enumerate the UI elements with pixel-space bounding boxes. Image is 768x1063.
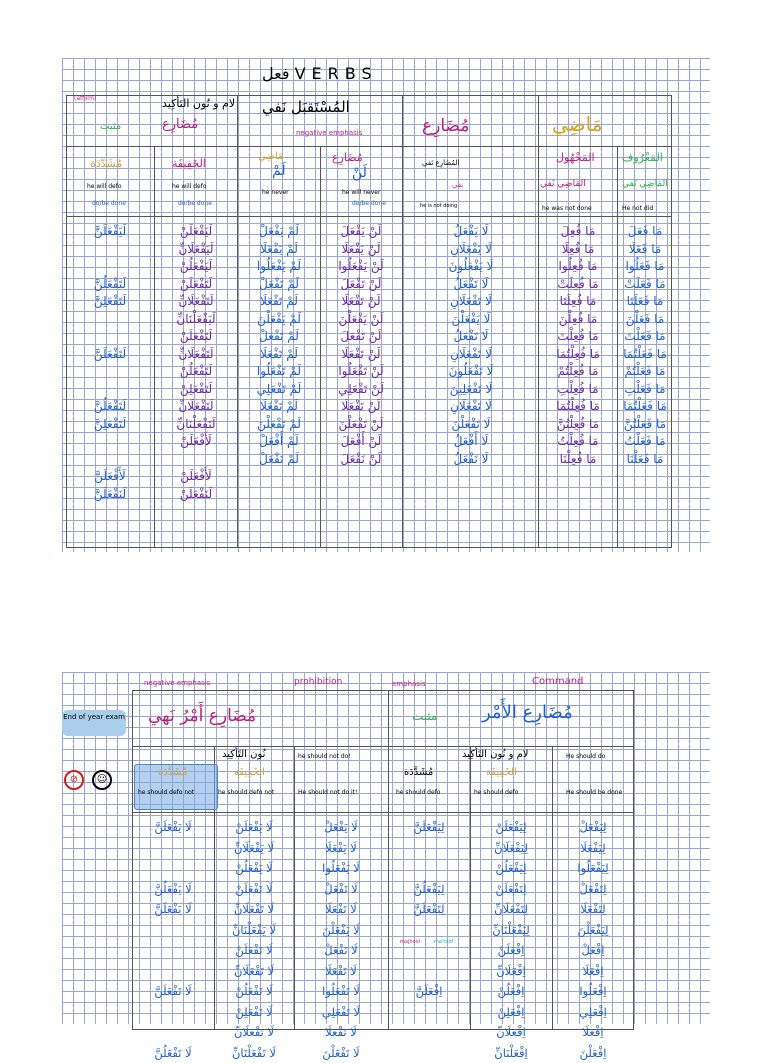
col-khafifa — [156, 223, 236, 503]
verb-form-cell: لَا تَفْعَلُونَ — [407, 363, 535, 381]
verb-form-cell: لَا أَفْعَلُ — [407, 433, 535, 451]
sub-present-tag: نفي — [452, 182, 463, 189]
verb-form-cell: لَا تَفْعَلُنَّ — [134, 1043, 212, 1063]
sub-mudari: مُضَارِع — [332, 152, 363, 163]
emphasis-tag: مثبت — [100, 122, 121, 132]
verb-form-cell: لَا تَفْعَلَانِّ — [216, 899, 292, 920]
verb-form-cell: لِيَفْعَلُنْ — [472, 858, 550, 879]
verb-form-cell: لَأَفْعَلَنْ — [156, 433, 236, 451]
sub-khafifa: الخَفِيفَة — [172, 158, 206, 169]
col-lam — [240, 223, 318, 468]
verb-form-cell: لَيَفْعَلْنَانِّ — [156, 311, 236, 329]
verb-form-cell — [68, 258, 152, 276]
verb-form-cell: لَتَفْعَلَانِّ — [156, 398, 236, 416]
verb-form-cell: مَا فُعِلَتْ — [542, 276, 614, 294]
verb-form-cell: لَنْ يَفْعَلَا — [322, 241, 400, 259]
en2-r2: he should defo — [474, 790, 518, 796]
verb-form-cell: لَا تَفْعَلْنَ — [407, 416, 535, 434]
verb-form-cell: لِتَفْعَلَنَّ — [390, 899, 468, 920]
verb-form-cell: لَا تَفْعَلُنْ — [216, 981, 292, 1002]
verb-form-cell: مَا فَعَلْنَا — [620, 451, 670, 469]
verb-form-cell: لِيَفْعَلْ — [554, 817, 632, 838]
en-mini-3: do/be done — [352, 201, 386, 207]
verb-form-cell: لِيَفْعَلْنَانِّ — [472, 920, 550, 941]
en-label-6: He not did — [622, 206, 653, 212]
verb-form-cell: لَنْ يَفْعَلْنَ — [322, 311, 400, 329]
verb-form-cell — [390, 838, 468, 859]
verb-form-cell: لَمْ أَفْعَلْ — [240, 433, 318, 451]
verb-form-cell: لَيَفْعَلَنْ — [156, 223, 236, 241]
verb-form-cell: لَا يَفْعَلُنْ — [216, 858, 292, 879]
verb-form-cell: لِيَفْعَلْنَ — [554, 920, 632, 941]
verb-form-cell: لَا تَفْعَلَنْ — [216, 940, 292, 961]
verb-form-cell: لَتَفْعَلَنْ — [156, 328, 236, 346]
verb-form-cell — [390, 1022, 468, 1043]
col2-left-khaf — [216, 817, 292, 1063]
verb-form-cell: مَا فَعَلُوا — [620, 258, 670, 276]
verb-form-cell: مَا فُعِلُوا — [542, 258, 614, 276]
mini-tag-majhul: majhool — [400, 940, 420, 945]
verb-form-cell: لَا يَفْعَلَنْ — [216, 817, 292, 838]
verb-form-cell: لَا تَفْعَلَنَّ — [134, 981, 212, 1002]
en2-l1: he should defo not — [138, 790, 194, 796]
verb-form-cell: لَا يَفْعَلُ — [407, 223, 535, 241]
verb-form-cell: لَا تَفْعَلَا — [296, 1022, 386, 1043]
verb-form-cell: لَا تَفْعَلَا — [296, 899, 386, 920]
verb-form-cell: لَنْ تَفْعَلَ — [322, 328, 400, 346]
verb-form-cell: لَنْ تَفْعَلُوا — [322, 363, 400, 381]
verb-form-cell: لَمْ تَفْعَلَا — [240, 293, 318, 311]
verb-form-cell: لَمْ تَفْعَلَا — [240, 346, 318, 364]
right-head-mush: مُشَدَّدَة — [404, 768, 433, 778]
en-label-4: he will never — [342, 190, 380, 196]
col2-right-cmd — [554, 817, 632, 1063]
verb-form-cell: مَا فُعِلْتُمَا — [542, 346, 614, 364]
right-title: مُضَارِع الأَمْر — [482, 704, 573, 722]
verb-form-cell: لَتَفْعَلُنَّ — [68, 398, 152, 416]
verb-form-cell: مَا فُعِلْتُمْ — [542, 363, 614, 381]
label-prohibition: prohibition — [294, 678, 342, 687]
verb-form-cell — [68, 328, 152, 346]
sub-madi: مَاضِي — [258, 152, 283, 162]
verb-form-cell: لَا يَفْعَلَانِ — [407, 241, 535, 259]
verb-form-cell — [134, 838, 212, 859]
smiley-icon: ☺ — [92, 770, 112, 790]
verb-form-cell: مَا فُعِلَا — [542, 241, 614, 259]
verb-form-cell: لَا يَفْعَلُنَّ — [134, 879, 212, 900]
verb-table-sheet-1 — [62, 58, 710, 552]
col-majhul — [542, 223, 614, 468]
verb-form-cell: لَا تَفْعَلَانِ — [407, 293, 535, 311]
verb-form-cell: لَتَفْعَلَنَّ — [68, 346, 152, 364]
verb-form-cell — [134, 1022, 212, 1043]
verb-form-cell: اِفْعَلِنْ — [472, 1002, 550, 1023]
en-label-2: he will defo — [172, 184, 207, 190]
verb-form-cell: لِيَفْعَلَانِّ — [472, 838, 550, 859]
verb-form-cell: مَا فُعِلْتِ — [542, 381, 614, 399]
verb-form-cell: لِتَفْعَلَانِّ — [472, 899, 550, 920]
verb-form-cell: لَتَفْعَلُنْ — [156, 363, 236, 381]
verb-form-cell: لَا تَفْعَلَانِ — [407, 346, 535, 364]
verb-form-cell — [134, 940, 212, 961]
verb-form-cell: مَا فَعَلْتُمَا — [620, 398, 670, 416]
verb-form-cell: مَا فَعَلَتْ — [620, 276, 670, 294]
verb-form-cell: لَا يَفْعَلْنَانِّ — [216, 920, 292, 941]
en-label-1: he will defo — [87, 184, 122, 190]
end-of-year-pill: End of year exam — [62, 710, 126, 736]
verb-form-cell: لَأَفْعَلَنَّ — [68, 468, 152, 486]
verb-form-cell — [390, 920, 468, 941]
verb-form-cell: لَا تَفْعَلَا — [296, 961, 386, 982]
sub-present: المُضَارِع نَفي — [422, 160, 459, 167]
verb-form-cell: لَمْ نَفْعَلْ — [240, 451, 318, 469]
verb-form-cell: لَتَفْعَلَنْ — [156, 276, 236, 294]
verb-form-cell: لِيَفْعَلَا — [554, 838, 632, 859]
sub-maruf: المَعْرُوف — [622, 152, 663, 163]
verb-form-cell: لَمْ تَفْعَلْ — [240, 328, 318, 346]
en2-r4: He should be done — [566, 790, 622, 796]
verb-form-cell: لَيَفْعَلَنَّ — [68, 223, 152, 241]
verb-form-cell: مَا فُعِلْنَا — [542, 451, 614, 469]
verb-form-cell — [68, 241, 152, 259]
verb-form-cell: اِفْعَلْنَ — [554, 1043, 632, 1063]
verb-form-cell: لَنْ تَفْعَلَ — [322, 276, 400, 294]
verb-form-cell: لَا يَفْعَلَنَّ — [134, 817, 212, 838]
verb-form-cell: لَتَفْعَلِنَّ — [68, 416, 152, 434]
mini-tag-maruf: ma'roof — [434, 940, 453, 945]
en2-l4: He should not do it! — [298, 790, 357, 796]
verb-form-cell: اِفْعَلَنَّ — [390, 981, 468, 1002]
left-sub: نُون التَأكِيد — [222, 750, 265, 760]
verb-form-cell: مَا فُعِلَتَا — [542, 293, 614, 311]
present-title: مُضَارِع — [422, 118, 469, 135]
verb-form-cell — [134, 858, 212, 879]
verb-form-cell: لَنْ يَفْعَلُوا — [322, 258, 400, 276]
verb-form-cell: اِفْعَلِي — [554, 1002, 632, 1023]
verb-form-cell: لَا تَفْعَلِينَ — [407, 381, 535, 399]
left-title: مُضَارِع أَمْرُ نَهي — [148, 708, 256, 725]
verb-form-cell: لَا تَفْعَلَنْ — [216, 879, 292, 900]
verb-form-cell — [134, 1002, 212, 1023]
verb-form-cell — [156, 451, 236, 469]
right-tag: مثبت — [412, 710, 437, 722]
verb-form-cell: لَا يَفْعَلَانِّ — [216, 838, 292, 859]
sub-lam: لَمْ — [272, 164, 286, 178]
verb-form-cell: مَا فَعَلْتُ — [620, 433, 670, 451]
verb-form-cell: لَا تَفْعَلَانِ — [407, 398, 535, 416]
verb-form-cell: اِفْعَلَانِّ — [472, 961, 550, 982]
verb-form-cell — [390, 961, 468, 982]
verb-form-cell: لَا تَفْعَلُ — [407, 328, 535, 346]
corner-tag: (affirm) — [74, 96, 96, 102]
verb-form-cell: مَا فُعِلْتُ — [542, 433, 614, 451]
verb-form-cell: مَا فَعَلْتُنَّ — [620, 416, 670, 434]
verb-form-cell: لَا يَفْعَلَا — [296, 838, 386, 859]
verb-form-cell: لَا تَفْعَلُ — [407, 276, 535, 294]
label-neg-emphasis: negative emphasis — [144, 680, 210, 687]
verb-form-cell: لَا يَفْعَلْنَ — [296, 920, 386, 941]
verb-form-cell: لَيَفْعَلَانِّ — [156, 241, 236, 259]
verb-form-cell: اِفْعَلُوا — [554, 981, 632, 1002]
verb-form-cell: اِفْعَلْ — [554, 940, 632, 961]
verb-form-cell: لَمْ يَفْعَلَا — [240, 241, 318, 259]
verb-form-cell: لَنْ تَفْعَلَا — [322, 398, 400, 416]
verb-form-cell: اِفْعَلَا — [554, 1022, 632, 1043]
verb-form-cell: لَمْ يَفْعَلْنَ — [240, 311, 318, 329]
label-command: Command — [532, 677, 583, 687]
emphasis-title: لام و نُون التَأكِيد — [162, 98, 235, 109]
verb-form-cell — [68, 311, 152, 329]
verb-form-cell: مَا فَعَلْتَ — [620, 328, 670, 346]
sheet1-title: فعل VERBS — [262, 66, 378, 82]
verb-form-cell: اِفْعَلْنَانِّ — [472, 1043, 550, 1063]
verb-form-cell: لِيَفْعَلَنَّ — [390, 817, 468, 838]
verb-form-cell: لَمْ يَفْعَلُوا — [240, 258, 318, 276]
en-label-7: he is not doing — [420, 204, 457, 209]
en-label-5: he was not done — [542, 206, 592, 212]
verb-form-cell: لَا يَفْعَلُوا — [296, 858, 386, 879]
col-maruf — [620, 223, 670, 468]
verb-form-cell: لَا تَفْعَلْ — [296, 879, 386, 900]
future-sub: negative emphasis — [296, 130, 362, 137]
verb-form-cell: اِفْعَلَنْ — [472, 940, 550, 961]
past-title: مَاضِي — [552, 114, 602, 134]
verb-form-cell — [134, 920, 212, 941]
col-present — [407, 223, 535, 468]
verb-form-cell: مَا فُعِلْتُمَا — [542, 398, 614, 416]
verb-form-cell: مَا فَعَلَ — [620, 223, 670, 241]
verb-form-cell: لَا تَفْعَلَانِّ — [216, 1022, 292, 1043]
verb-form-cell: لَا تَفْعَلْ — [296, 940, 386, 961]
verb-form-cell: لَا تَفْعَلَانِّ — [216, 961, 292, 982]
verb-form-cell: لَا يَفْعَلْ — [296, 817, 386, 838]
verb-form-cell: لَتَفْعَلَانِّ — [156, 293, 236, 311]
verb-form-cell: لِتَفْعَلَنْ — [472, 879, 550, 900]
verb-form-cell: لِتَفْعَلْ — [554, 879, 632, 900]
en2-r1: he should defo — [396, 790, 440, 796]
verb-form-cell: اِفْعَلُنْ — [472, 981, 550, 1002]
verb-form-cell: مَا فَعَلْتِ — [620, 381, 670, 399]
future-title: المُسْتَقبَل نَفي — [262, 100, 350, 115]
verb-form-cell: لَنْ تَفْعَلَا — [322, 346, 400, 364]
verb-form-cell: لِتَفْعَلَا — [554, 899, 632, 920]
col-mushaddada — [68, 223, 152, 503]
verb-form-cell: لَا يَفْعَلَنَّ — [134, 899, 212, 920]
verb-form-cell: لَا يَفْعَلْنَ — [407, 311, 535, 329]
verb-form-cell: لَا تَفْعَلِي — [296, 1002, 386, 1023]
verb-form-cell: مَا فَعَلْتُمْ — [620, 363, 670, 381]
en-label-3: he never — [262, 190, 289, 196]
verb-form-cell: لَا يَفْعَلُونَ — [407, 258, 535, 276]
sub-neg-maruf: المَاضِي نَفي — [622, 180, 668, 189]
verb-form-cell — [134, 961, 212, 982]
emphasis-sub: مُضَارِع — [162, 118, 198, 131]
en-mini-1: do/be done — [92, 201, 126, 207]
en2-l2: he should defo not — [218, 790, 274, 796]
verb-form-cell: لَمْ تَفْعَلْ — [240, 276, 318, 294]
verb-form-cell: لَنَفْعَلَنْ — [156, 486, 236, 504]
verb-form-cell: لَمْ تَفْعَلِي — [240, 381, 318, 399]
verb-form-cell: لَنْ تَفْعَلَا — [322, 293, 400, 311]
col2-right-khaf — [472, 817, 550, 1063]
label-emphasis: emphasis — [392, 681, 426, 688]
verb-form-cell: لَنْ نَفْعَلَ — [322, 451, 400, 469]
verb-form-cell: لَا تَفْعَلْنَ — [296, 1043, 386, 1063]
verb-form-cell: لَنَفْعَلَنَّ — [68, 486, 152, 504]
verb-form-cell: لَمْ تَفْعَلْنَ — [240, 416, 318, 434]
verb-form-cell: لِيَفْعَلَنْ — [472, 817, 550, 838]
verb-form-cell: لِيَفْعَلُنَّ — [390, 879, 468, 900]
verb-form-cell — [390, 858, 468, 879]
col-lan — [322, 223, 400, 468]
verb-form-cell: مَا فُعِلْتَ — [542, 328, 614, 346]
left-head-khaf: الخَفِيفَة — [234, 768, 265, 778]
verb-form-cell — [68, 451, 152, 469]
verb-form-cell: مَا فَعَلَتَا — [620, 293, 670, 311]
verb-form-cell: لَنْ تَفْعَلِي — [322, 381, 400, 399]
sub-lan: لَنْ — [352, 166, 367, 180]
verb-form-cell: لَنْ أَفْعَلَ — [322, 433, 400, 451]
verb-form-cell: لَتَفْعَلِنْ — [156, 381, 236, 399]
verb-form-cell — [68, 381, 152, 399]
en-mini-2: do/be done — [178, 201, 212, 207]
verb-form-cell: مَا فَعَلَا — [620, 241, 670, 259]
verb-form-cell: لِيَفْعَلُوا — [554, 858, 632, 879]
col2-left-mush — [134, 817, 212, 1063]
verb-table-sheet-2 — [62, 672, 710, 1024]
verb-form-cell: مَا فَعَلْنَ — [620, 311, 670, 329]
left-head-mush: مُشَدَّدَة — [158, 768, 187, 778]
sub-majhul: المَجْهُول — [556, 152, 595, 163]
verb-form-cell: لَنْ يَفْعَلَ — [322, 223, 400, 241]
sub-mushaddada: مُشَدَّدَة — [90, 158, 122, 169]
verb-form-cell: لَتَفْعَلَانِّ — [156, 346, 236, 364]
verb-form-cell: لَمْ تَفْعَلُوا — [240, 363, 318, 381]
verb-form-cell — [390, 1002, 468, 1023]
en2-r3: He should do — [566, 754, 605, 760]
verb-form-cell: لَا تَفْعَلُوا — [296, 981, 386, 1002]
verb-form-cell: لَتَفْعَلُنَّ — [68, 276, 152, 294]
verb-form-cell — [390, 1043, 468, 1063]
verb-form-cell: لَيَفْعَلُنْ — [156, 258, 236, 276]
sub-neg-majhul: المَاضِي نَفي — [540, 180, 586, 189]
verb-form-cell: اِفْعَلَا — [554, 961, 632, 982]
col2-left-neg — [296, 817, 386, 1063]
verb-form-cell: مَا فَعَلْتُمَا — [620, 346, 670, 364]
verb-form-cell: مَا فُعِلْنَ — [542, 311, 614, 329]
right-sub: لام و نُون التَأكِيد — [462, 750, 528, 760]
verb-form-cell: لَأَفْعَلَنْ — [156, 468, 236, 486]
verb-form-cell: لَمْ يَفْعَلْ — [240, 223, 318, 241]
verb-form-cell: لَا تَفْعَلِنْ — [216, 1002, 292, 1023]
verb-form-cell: لَتَفْعَلِنَّ — [68, 293, 152, 311]
verb-form-cell: لَمْ تَفْعَلَا — [240, 398, 318, 416]
verb-form-cell: مَا فُعِلَ — [542, 223, 614, 241]
en2-l3: he should not do! — [298, 754, 351, 760]
verb-form-cell — [68, 433, 152, 451]
verb-form-cell: اِفْعَلَانِّ — [472, 1022, 550, 1043]
verb-form-cell — [68, 363, 152, 381]
no-entry-icon: ⊘ — [64, 770, 84, 790]
verb-form-cell: لَتَفْعَلْنَانِّ — [156, 416, 236, 434]
verb-form-cell: مَا فُعِلْتُنَّ — [542, 416, 614, 434]
verb-form-cell: لَا تَفْعَلْنَانِّ — [216, 1043, 292, 1063]
right-head-khaf: الخَفِيفَة — [486, 768, 517, 778]
verb-form-cell: لَنْ تَفْعَلْنَ — [322, 416, 400, 434]
verb-form-cell: لَا نَفْعَلُ — [407, 451, 535, 469]
